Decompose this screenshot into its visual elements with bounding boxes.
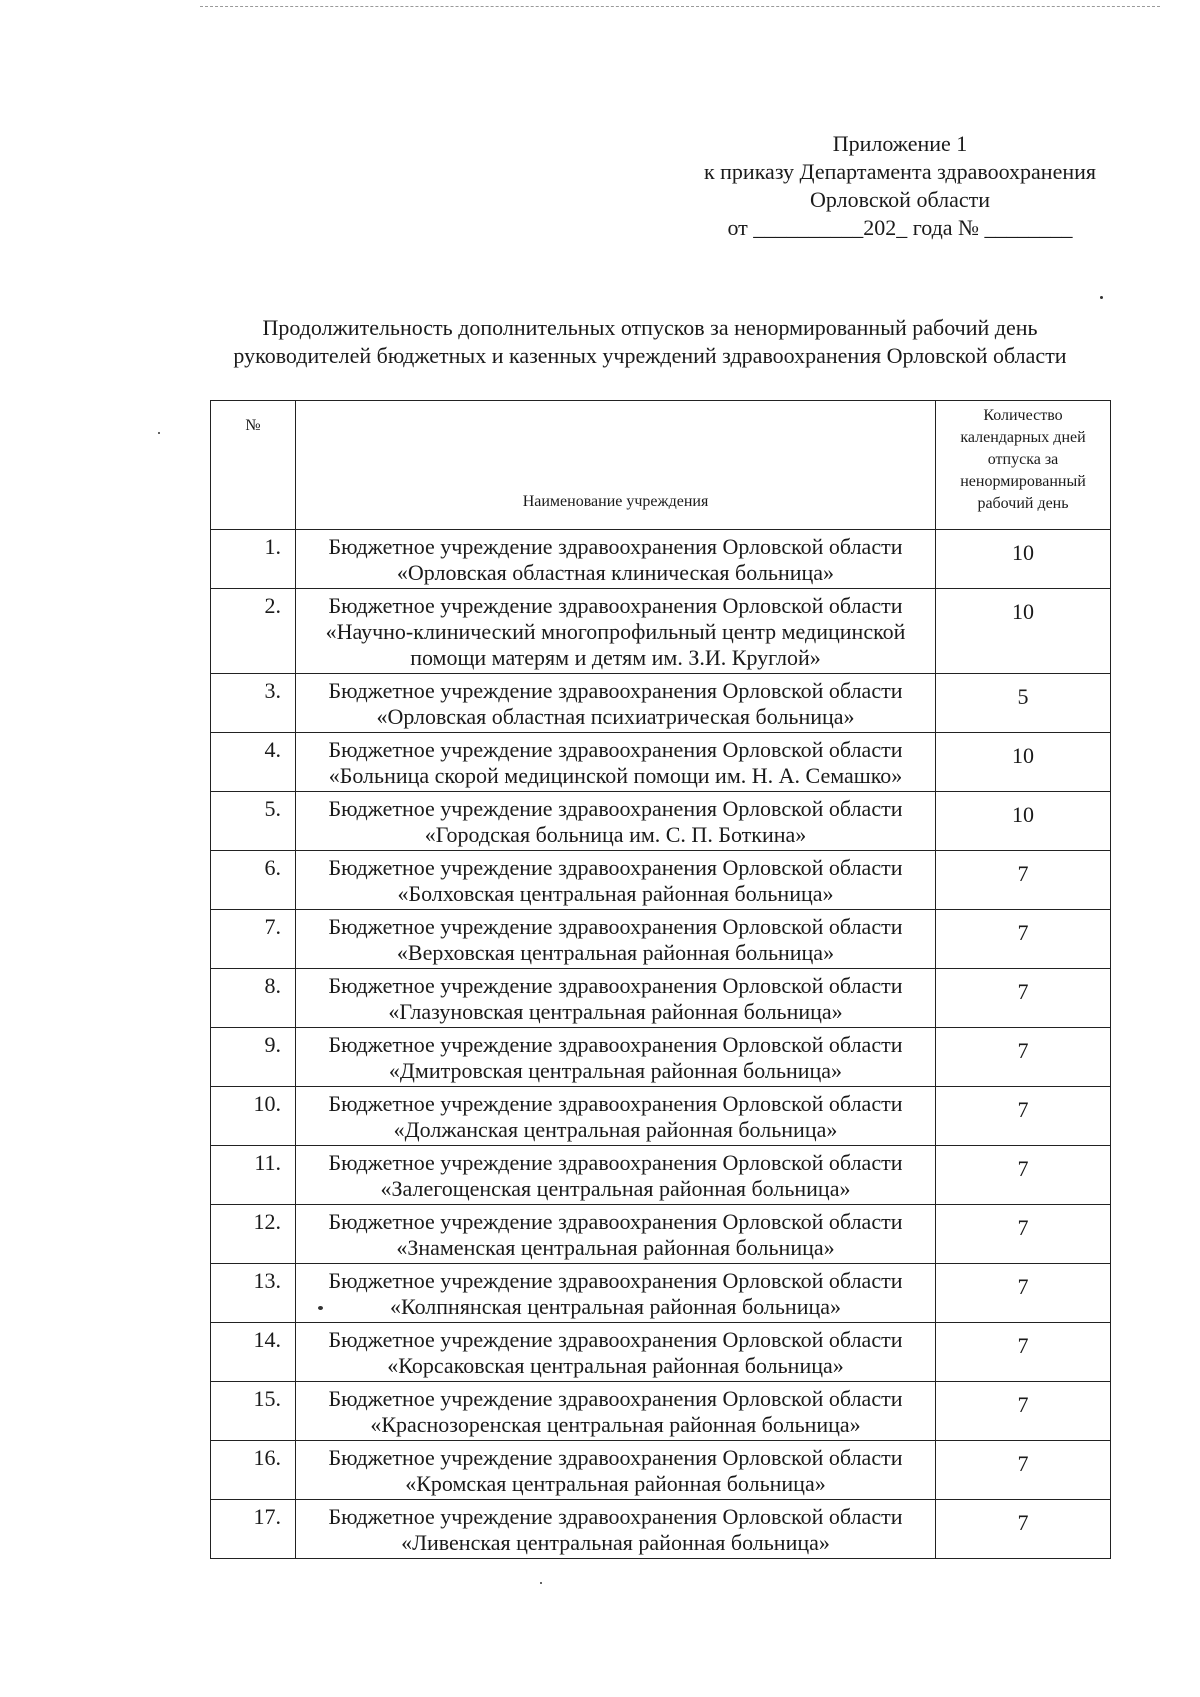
institution-name: Бюджетное учреждение здравоохранения Орловской области «Колпнянская центральная районная больница» — [296, 1264, 936, 1323]
table-header-row — [211, 401, 1111, 530]
header-vacation-days: Количество календарных дней отпуска за ненормированный рабочий день — [936, 401, 1111, 530]
scan-edge-line — [200, 6, 1160, 7]
institution-name: Бюджетное учреждение здравоохранения Орловской области «Верховская центральная районная больница» — [296, 910, 936, 969]
table-row — [211, 1146, 1111, 1205]
institution-name: Бюджетное учреждение здравоохранения Орловской области «Корсаковская центральная районная больница» — [296, 1323, 936, 1382]
row-number: 5. — [211, 792, 296, 851]
appendix-line-3: Орловской области — [810, 187, 990, 212]
vacation-days: 7 — [936, 1205, 1111, 1264]
vacation-days: 7 — [936, 1028, 1111, 1087]
vacation-days: 7 — [936, 1146, 1111, 1205]
row-number: 2. — [211, 589, 296, 674]
appendix-block — [620, 130, 1180, 242]
vacation-days: 7 — [936, 1441, 1111, 1500]
table-row — [211, 674, 1111, 733]
row-number: 16. — [211, 1441, 296, 1500]
vacation-days: 10 — [936, 792, 1111, 851]
row-number: 12. — [211, 1205, 296, 1264]
document-title — [150, 314, 1150, 370]
row-number: 9. — [211, 1028, 296, 1087]
institution-name: Бюджетное учреждение здравоохранения Орловской области «Знаменская центральная районная больница» — [296, 1205, 936, 1264]
institution-name: Бюджетное учреждение здравоохранения Орловской области «Залегощенская центральная районная больница» — [296, 1146, 936, 1205]
institution-name: Бюджетное учреждение здравоохранения Орловской области «Глазуновская центральная районная больница» — [296, 969, 936, 1028]
appendix-line-4: от __________202_ года № ________ — [727, 215, 1073, 240]
vacation-days: 7 — [936, 1323, 1111, 1382]
institution-name: Бюджетное учреждение здравоохранения Орловской области «Орловская областная клиническая больница» — [296, 530, 936, 589]
vacation-days: 7 — [936, 910, 1111, 969]
institution-name: Бюджетное учреждение здравоохранения Орловской области «Дмитровская центральная районная больница» — [296, 1028, 936, 1087]
table-row — [211, 851, 1111, 910]
row-number: 8. — [211, 969, 296, 1028]
table-row — [211, 589, 1111, 674]
table-row — [211, 1264, 1111, 1323]
table-row — [211, 1441, 1111, 1500]
scan-speck — [158, 432, 160, 434]
row-number: 4. — [211, 733, 296, 792]
row-number: 1. — [211, 530, 296, 589]
row-number: 13. — [211, 1264, 296, 1323]
header-institution-name: Наименование учреждения — [296, 401, 936, 530]
table-row — [211, 1500, 1111, 1559]
vacation-days: 7 — [936, 969, 1111, 1028]
appendix-line-1: Приложение 1 — [832, 131, 968, 156]
institution-name: Бюджетное учреждение здравоохранения Орловской области «Должанская центральная районная больница» — [296, 1087, 936, 1146]
vacation-table-container — [210, 400, 1110, 1559]
institution-name: Бюджетное учреждение здравоохранения Орловской области «Ливенская центральная районная больница» — [296, 1500, 936, 1559]
appendix-line-2: к приказу Департамента здравоохранения — [703, 159, 1097, 184]
table-row — [211, 1087, 1111, 1146]
scan-speck — [540, 1582, 542, 1584]
table-row — [211, 1323, 1111, 1382]
table-row — [211, 910, 1111, 969]
institution-name: Бюджетное учреждение здравоохранения Орловской области «Орловская областная психиатрическая больница» — [296, 674, 936, 733]
row-number: 15. — [211, 1382, 296, 1441]
vacation-days: 7 — [936, 851, 1111, 910]
institution-name: Бюджетное учреждение здравоохранения Орловской области «Городская больница им. С. П. Боткина» — [296, 792, 936, 851]
row-number: 10. — [211, 1087, 296, 1146]
header-number: № — [211, 401, 296, 530]
row-number: 3. — [211, 674, 296, 733]
table-row — [211, 1205, 1111, 1264]
vacation-table — [210, 400, 1111, 1559]
vacation-days: 7 — [936, 1264, 1111, 1323]
vacation-days: 5 — [936, 674, 1111, 733]
table-row — [211, 733, 1111, 792]
scan-speck — [318, 1306, 323, 1310]
table-row — [211, 530, 1111, 589]
row-number: 14. — [211, 1323, 296, 1382]
row-number: 11. — [211, 1146, 296, 1205]
institution-name: Бюджетное учреждение здравоохранения Орловской области «Краснозоренская центральная районная больница» — [296, 1382, 936, 1441]
title-line-2: руководителей бюджетных и казенных учреждений здравоохранения Орловской области — [233, 343, 1067, 368]
vacation-days: 7 — [936, 1500, 1111, 1559]
row-number: 7. — [211, 910, 296, 969]
table-row — [211, 969, 1111, 1028]
institution-name: Бюджетное учреждение здравоохранения Орловской области «Кромская центральная районная больница» — [296, 1441, 936, 1500]
vacation-days: 7 — [936, 1382, 1111, 1441]
vacation-days: 10 — [936, 733, 1111, 792]
row-number: 17. — [211, 1500, 296, 1559]
title-line-1: Продолжительность дополнительных отпусков за ненормированный рабочий день — [262, 315, 1038, 340]
institution-name: Бюджетное учреждение здравоохранения Орловской области «Больница скорой медицинской помощи им. Н. А. Семашко» — [296, 733, 936, 792]
table-row — [211, 1028, 1111, 1087]
scan-speck — [1100, 296, 1103, 299]
vacation-days: 10 — [936, 589, 1111, 674]
vacation-days: 7 — [936, 1087, 1111, 1146]
row-number: 6. — [211, 851, 296, 910]
institution-name: Бюджетное учреждение здравоохранения Орловской области «Болховская центральная районная больница» — [296, 851, 936, 910]
vacation-days: 10 — [936, 530, 1111, 589]
table-row — [211, 792, 1111, 851]
institution-name: Бюджетное учреждение здравоохранения Орловской области «Научно-клинический многопрофильный центр медицинской помощи матерям и детям им. З.И. Круглой» — [296, 589, 936, 674]
table-row — [211, 1382, 1111, 1441]
